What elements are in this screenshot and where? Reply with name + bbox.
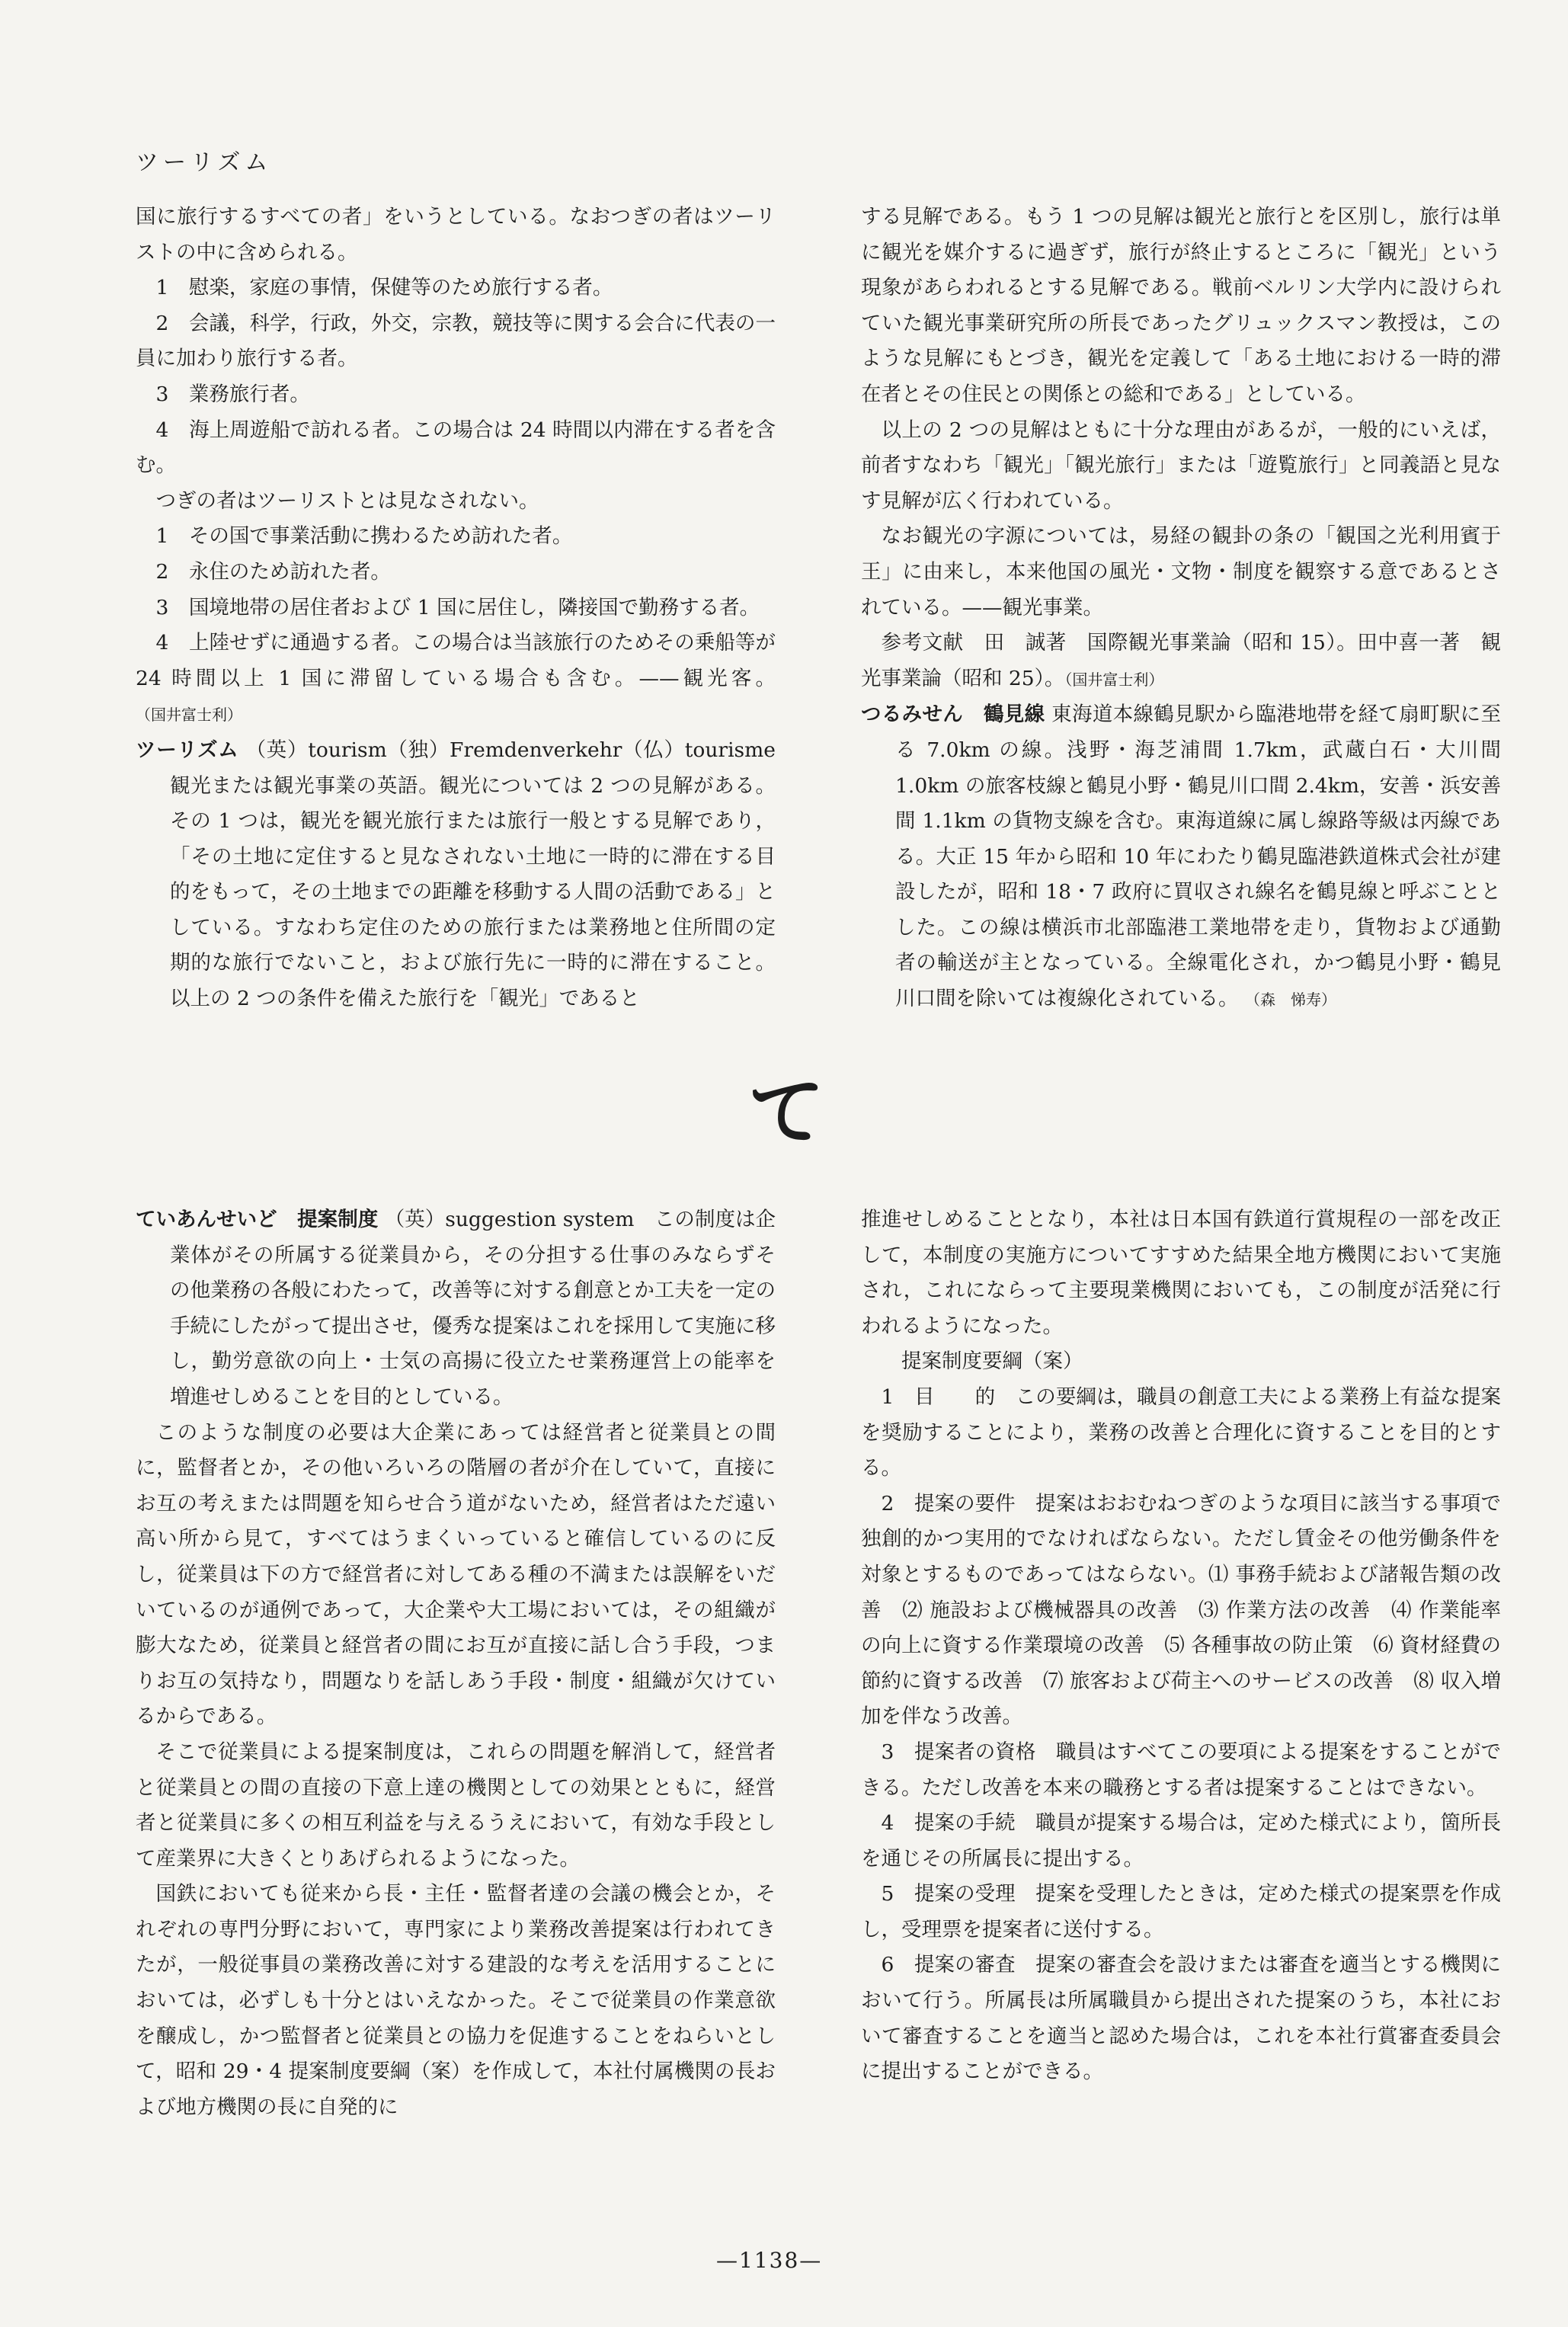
headword-tsurumi: つるみせん 鶴見線 [861, 703, 1045, 727]
paragraph [136, 1735, 776, 1877]
paragraph-text: 提案制度要綱（案） [901, 1349, 1083, 1374]
paragraph-text: 2 永住のため訪れた者。 [155, 559, 391, 584]
lower-left-paragraphs [136, 1416, 776, 2126]
lower-left-column [136, 1202, 776, 2125]
entry-teian [136, 1202, 776, 1416]
paragraph-text: 3 国境地帯の居住者および 1 国に居住し，隣接国で勤務する者。 [155, 595, 760, 619]
paragraph [861, 626, 1501, 697]
paragraph-text: 国鉄においても従来から長・主任・監督者達の会議の機会とか，それぞれの専門分野において，専門家により業務改善提案は行われてきたが，一般従事員の業務改善に対する建設的な考えを活用することにおいては，必ずしも十分とはいえなかった。そこで従業員の作業意欲を醸成し，かつ監督者と従業員との協力を促進することをねらいとして，昭和 29・4 提案制度要綱（案）を作成して，本社付属機関の長および地方機関の長に自発的に [136, 1882, 776, 2119]
section-letter: て [748, 1067, 824, 1157]
paragraph-text: 以上の 2 つの見解はともに十分な理由があるが，一般的にいえば，前者すなわち「観光」「観光旅行」または「遊覧旅行」と同義語と見なす見解が広く行われている。 [861, 418, 1501, 513]
paragraph-text: そこで従業員による提案制度は，これらの問題を解消して，経営者と従業員との間の直接の下意上達の機関としての効果とともに，経営者と従業員に多くの相互利益を与えるうえにおいて，有効な手段として産業界に大きくとりあげられるようになった。 [136, 1740, 776, 1871]
paragraph-text: 5 提案の受理 提案を受理したときは，定めた様式の提案票を作成し，受理票を提案者に送付する。 [861, 1882, 1501, 1941]
paragraph-text: する見解である。もう 1 つの見解は観光と旅行とを区別し，旅行は単に観光を媒介するに過ぎず，旅行が終止するところに「観光」という現象があらわれるとする見解である。戦前ベルリン大学内に設けられていた観光事業研究所の所長であったグリュックスマン教授は，このような見解にもとづき，観光を定義して「ある土地における一時的滞在者とその住民との関係との総和である」としている。 [861, 205, 1501, 406]
paragraph-text: なお観光の字源については，易経の観卦の条の「観国之光利用賓于王」に由来し，本来他国の風光・文物・制度を観察する意であるとされている。——観光事業。 [861, 524, 1501, 619]
entry-teian-text: （英）suggestion system この制度は企業体がその所属する従業員から，その分担する仕事のみならずその他業務の各般にわたって，改善等に対する創意とか工夫を一定の手続にしたがって提出させ，優秀な提案はこれを採用して実施に移し，勤労意欲の向上・士気の高揚に役立たせ業務運営上の能率を増進せしめることを目的としている。 [170, 1208, 776, 1409]
upper-right-paragraphs [861, 200, 1501, 697]
paragraph [136, 555, 776, 591]
paragraph-text: 推進せしめることとなり，本社は日本国有鉄道行賞規程の一部を改正して，本制度の実施方についてすすめた結果全地方機関において実施され，これにならって主要現業機関においても，この制度が活発に行われるようになった。 [861, 1208, 1501, 1338]
paragraph [861, 519, 1501, 626]
paragraph-text: 2 提案の要件 提案はおおむねつぎのような項目に該当する事項で独創的かつ実用的でなければならない。ただし賃金その他労働条件を対象とするものであってはならない。⑴ 事務手続および諸報告類の改善 ⑵ 施設および機械器具の改善 ⑶ 作業方法の改善 ⑷ 作業能率の向上に資する作業環境の改善 ⑸ 各種事故の防止策 ⑹ 資材経費の節約に資する改善 ⑺ 旅客および荷主へのサービスの改善 ⑻ 収入増加を伴なう改善。 [861, 1491, 1501, 1729]
paragraph-text: このような制度の必要は大企業にあっては経営者と従業員との間に，監督者とか，その他いろいろの階層の者が介在していて，直接にお互の考えまたは問題を知らせ合う道がないため，経営者はただ遠い高い所から見て，すべてはうまくいっていると確信しているのに反し，従業員は下の方で経営者に対してある種の不満または誤解をいだいているのが通例であって，大企業や大工場においては，その組織が膨大なため，従業員と経営者の間にお互が直接に話し合う手段，つまりお互の気持なり，問題なりを話しあう手段・制度・組織が欠けているからである。 [136, 1420, 776, 1729]
paragraph [136, 200, 776, 270]
paragraph [136, 591, 776, 626]
page-number: —1138— [716, 2248, 823, 2273]
paragraph-text: 4 上陸せずに通過する者。この場合は当該旅行のためその乗船等が 24 時間以上 1 国に滞留している場合も含む。——観光客。 [136, 631, 776, 690]
headword-teian: ていあんせいど 提案制度 [136, 1208, 379, 1231]
paragraph-text: 3 業務旅行者。 [155, 382, 310, 406]
entry-tourism-text: （英）tourism（独）Fremdenverkehr（仏）tourisme 観光または観光事業の英語。観光については 2 つの見解がある。その 1 つは，観光を観光旅行または旅行一般とする見解であり，「その土地に定住すると見なされない土地に一時的に滞在する目的をもって，その土地までの距離を移動する人間の活動である」としている。すなわち定住のための旅行または業務地と住所間の定期的な旅行でないこと，および旅行先に一時的に滞在すること。以上の 2 つの条件を備えた旅行を「観光」であると [170, 738, 776, 1011]
paragraph [136, 306, 776, 377]
paragraph [136, 270, 776, 306]
paragraph-text: 国に旅行するすべての者」をいうとしている。なおつぎの者はツーリストの中に含められる。 [136, 205, 776, 264]
paragraph-text: 2 会議，科学，行政，外交，宗教，競技等に関する会合に代表の一員に加わり旅行する者。 [136, 311, 776, 371]
paragraph-text: 3 提案者の資格 職員はすべてこの要項による提案をすることができる。ただし改善を本来の職務とする者は提案することはできない。 [861, 1740, 1501, 1800]
paragraph-text: つぎの者はツーリストとは見なされない。 [155, 488, 539, 513]
paragraph-text: 参考文献 田 誠著 国際観光事業論（昭和 15）。田中喜一著 観光事業論（昭和 25）。 [861, 631, 1501, 690]
upper-left-paragraphs [136, 200, 776, 733]
paragraph [861, 413, 1501, 520]
paragraph [861, 1487, 1501, 1735]
paragraph [861, 1202, 1501, 1344]
paragraph-text: 1 目 的 この要綱は，職員の創意工夫による業務上有益な提案を奨励することにより，業務の改善と合理化に資することを目的とする。 [861, 1384, 1501, 1480]
paragraph [136, 1416, 776, 1735]
paragraph [861, 1948, 1501, 2089]
author-credit: （国井富士利） [136, 706, 242, 725]
upper-left-column [136, 200, 776, 1017]
paragraph [861, 1344, 1501, 1380]
paragraph [136, 413, 776, 484]
paragraph [861, 1380, 1501, 1487]
paragraph-text: 4 提案の手続 職員が提案する場合は，定めた様式により，箇所長を通じその所属長に提出する。 [861, 1811, 1501, 1871]
paragraph [136, 377, 776, 413]
paragraph-text: 6 提案の審査 提案の審査会を設けまたは審査を適当とする機関において行う。所属長は所属職員から提出された提案のうち，本社において審査することを適当と認めた場合は，これを本社行賞審査委員会に提出することができる。 [861, 1953, 1501, 2084]
lower-right-paragraphs [861, 1202, 1501, 2090]
entry-tsurumi-author: （森 悌寿） [1244, 991, 1336, 1010]
paragraph [861, 1806, 1501, 1877]
entry-tsurumi [861, 697, 1501, 1017]
entry-tourism [136, 733, 776, 1017]
paragraph [861, 1877, 1501, 1948]
running-head: ツーリズム [136, 149, 273, 176]
paragraph [136, 626, 776, 733]
author-credit: （国井富士利） [1064, 670, 1164, 689]
upper-right-column [861, 200, 1501, 1018]
paragraph [136, 519, 776, 555]
paragraph [861, 200, 1501, 413]
paragraph-text: 1 その国で事業活動に携わるため訪れた者。 [155, 524, 573, 549]
headword-tourism: ツーリズム [136, 738, 239, 762]
paragraph [861, 1735, 1501, 1806]
paragraph-text: 1 慰楽，家庭の事情，保健等のため旅行する者。 [155, 276, 613, 300]
entry-tsurumi-text: 東海道本線鶴見駅から臨港地帯を経て扇町駅に至る 7.0km の線。浅野・海芝浦間 1.7km，武蔵白石・大川間 1.0km の旅客枝線と鶴見小野・鶴見川口間 2.4km，安善・浜安善間 1.1km の貨物支線を含む。東海道線に属し線路等級は丙線である。大正 15 年から昭和 10 年にわたり鶴見臨港鉄道株式会社が建設したが，昭和 18・7 政府に買収され線名を鶴見線と呼ぶこととした。この線は横浜市北部臨港工業地帯を走り，貨物および通勤者の輸送が主となっている。全線電化され，かつ鶴見小野・鶴見川口間を除いては複線化されている。 [895, 703, 1501, 1011]
paragraph-text: 4 海上周遊船で訪れる者。この場合は 24 時間以内滞在する者を含む。 [136, 418, 776, 478]
paragraph [136, 484, 776, 520]
paragraph [136, 1877, 776, 2125]
lower-right-column [861, 1202, 1501, 2090]
